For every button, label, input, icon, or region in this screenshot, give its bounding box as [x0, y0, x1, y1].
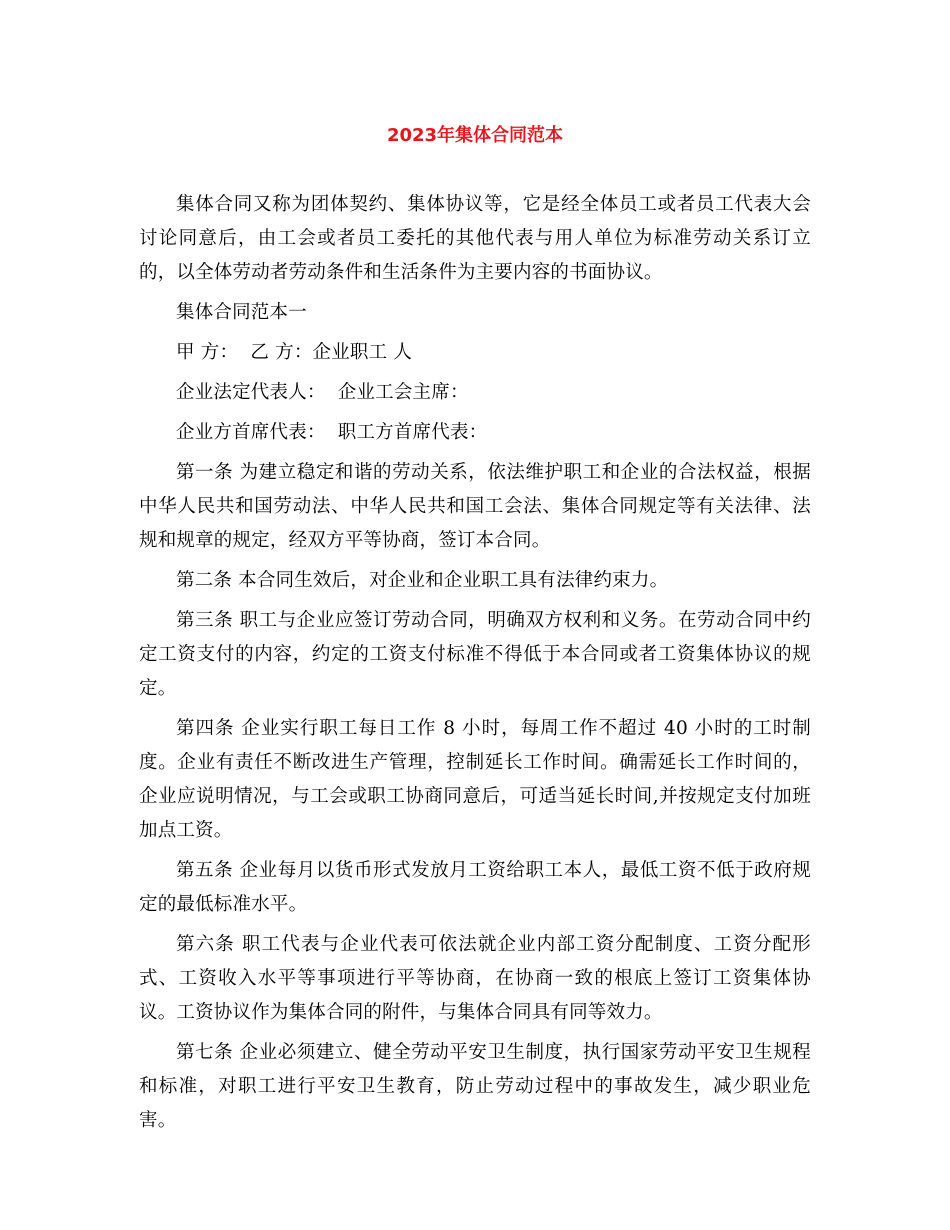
- article-5: 第五条 企业每月以货币形式发放月工资给职工本人，最低工资不低于政府规定的最低标准水平。: [139, 860, 811, 915]
- article-6: 第六条 职工代表与企业代表可依法就企业内部工资分配制度、工资分配形式、工资收入水平等事项进行平等协商，在协商一致的根底上签订工资集体协议。工资协议作为集体合同的附件，与集体合同具有同等效力。: [139, 934, 811, 1023]
- party-line: 甲 方： 乙 方：企业职工 人: [176, 342, 413, 363]
- article-2: 第二条 本合同生效后，对企业和企业职工具有法律约束力。: [176, 570, 669, 591]
- legal-representative-line: 企业法定代表人： 企业工会主席：: [176, 382, 469, 403]
- article-4: 第四条 企业实行职工每日工作 8 小时，每周工作不超过 40 小时的工时制度。企业有责任不断改进生产管理，控制延长工作时间。确需延长工作时间的，企业应说明情况，与工会或职工协商同意后，可适当延长时间,并按规定支付加班加点工资。: [139, 718, 811, 841]
- article-3: 第三条 职工与企业应签订劳动合同，明确双方权利和义务。在劳动合同中约定工资支付的内容，约定的工资支付标准不得低于本合同或者工资集体协议的规定。: [139, 610, 811, 699]
- intro-paragraph: 集体合同又称为团体契约、集体协议等，它是经全体员工或者员工代表大会讨论同意后，由工会或者员工委托的其他代表与用人单位为标准劳动关系订立的，以全体劳动者劳动条件和生活条件为主要内容的书面协议。: [139, 194, 811, 283]
- template-heading: 集体合同范本一: [176, 302, 307, 323]
- article-7: 第七条 企业必须建立、健全劳动平安卫生制度，执行国家劳动平安卫生规程和标准，对职工进行平安卫生教育，防止劳动过程中的事故发生，减少职业危害。: [139, 1042, 811, 1131]
- document-body: [139, 188, 811, 1144]
- article-1: 第一条 为建立稳定和谐的劳动关系，依法维护职工和企业的合法权益，根据中华人民共和国劳动法、中华人民共和国工会法、集体合同规定等有关法律、法规和规章的规定，经双方平等协商，签订本合同。: [139, 462, 811, 551]
- document-title: 2023年集体合同范本: [386, 125, 564, 146]
- chief-representative-line: 企业方首席代表： 职工方首席代表：: [176, 422, 488, 443]
